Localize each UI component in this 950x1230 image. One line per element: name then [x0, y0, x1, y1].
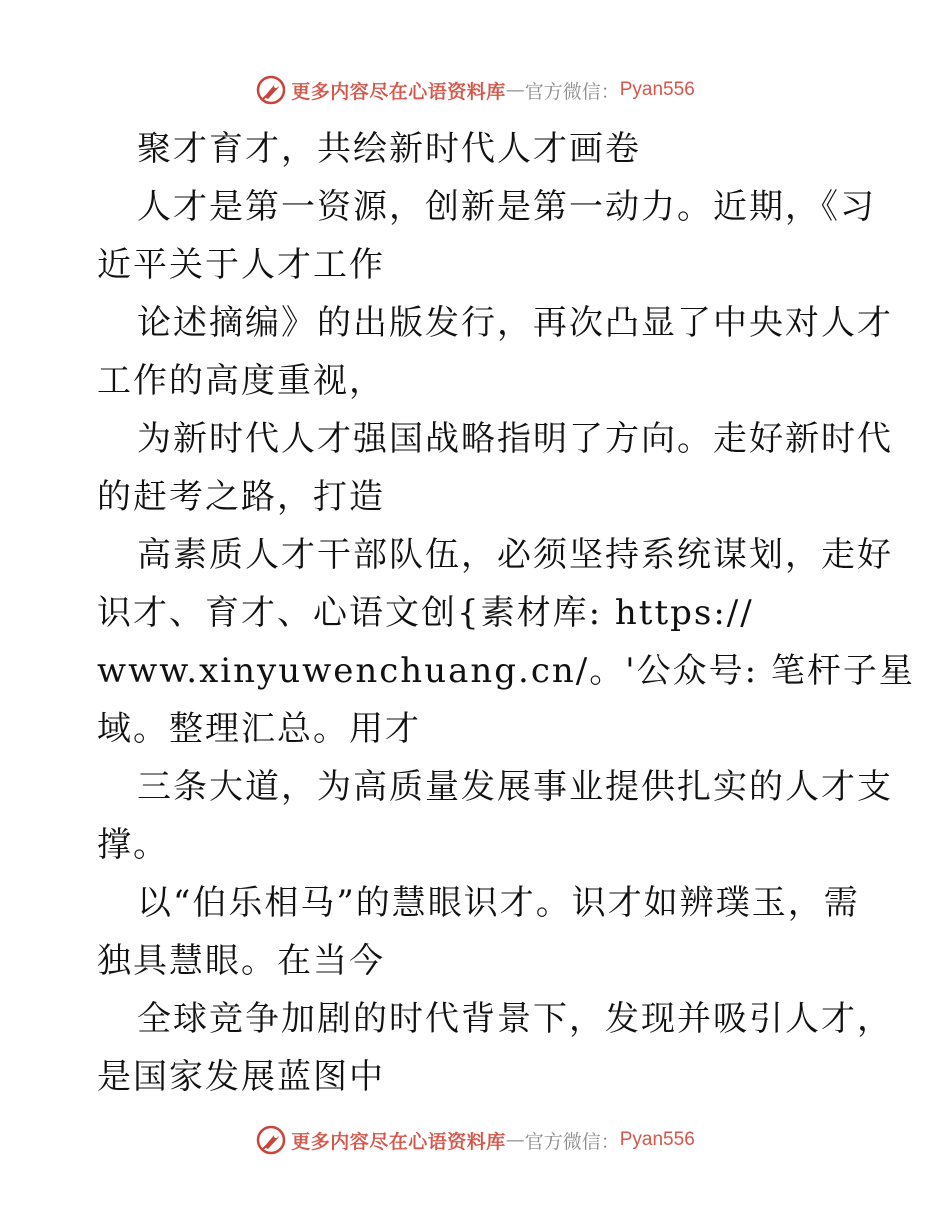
header-banner — [0, 70, 950, 110]
banner-wechat-label: 官方微信： — [524, 80, 620, 103]
banner-wechat-id: Pyan556 — [619, 1129, 695, 1150]
paragraph-line: www.xinyuwenchuang.cn/。'公众号: 笔杆子星 — [97, 651, 915, 691]
paragraph-line: 以“伯乐相马”的慧眼识才。识才如辨璞玉，需 — [137, 883, 860, 923]
paragraph-line: 是国家发展蓝图中 — [97, 1057, 385, 1097]
pen-nib-logo-icon — [255, 74, 287, 106]
banner-wechat-label: 官方微信： — [524, 1130, 620, 1153]
banner-text: 更多内容尽在心语资料库 — [291, 1130, 506, 1153]
paragraph-line: 工作的高度重视， — [97, 361, 385, 401]
paragraph-line: 论述摘编》的出版发行，再次凸显了中央对人才 — [137, 303, 893, 343]
banner-separator: — — [505, 79, 525, 101]
footer-banner — [0, 1120, 950, 1160]
paragraph-line: 撑。 — [97, 825, 169, 865]
paragraph-line: 为新时代人才强国战略指明了方向。走好新时代 — [137, 419, 893, 459]
banner-text: 更多内容尽在心语资料库 — [291, 80, 506, 103]
paragraph-line: 独具慧眼。在当今 — [97, 941, 385, 981]
paragraph-line: 识才、育才、心语文创{素材库: https:// — [97, 593, 754, 633]
paragraph-line: 近平关于人才工作 — [97, 245, 385, 285]
banner-wechat-id: Pyan556 — [619, 79, 695, 100]
banner-separator: — — [505, 1129, 525, 1151]
document-body — [97, 120, 915, 1106]
paragraph-line: 高素质人才干部队伍，必须坚持系统谋划，走好 — [137, 535, 893, 575]
paragraph-line: 的赶考之路，打造 — [97, 477, 385, 517]
paragraph-line: 三条大道，为高质量发展事业提供扎实的人才支 — [137, 767, 893, 807]
paragraph-line: 域。整理汇总。用才 — [97, 709, 421, 749]
paragraph-line: 人才是第一资源，创新是第一动力。近期，《习 — [137, 187, 876, 227]
paragraph-line: 全球竞争加剧的时代背景下，发现并吸引人才， — [137, 999, 893, 1039]
pen-nib-logo-icon — [255, 1124, 287, 1156]
document-title: 聚才育才，共绘新时代人才画卷 — [137, 129, 641, 169]
